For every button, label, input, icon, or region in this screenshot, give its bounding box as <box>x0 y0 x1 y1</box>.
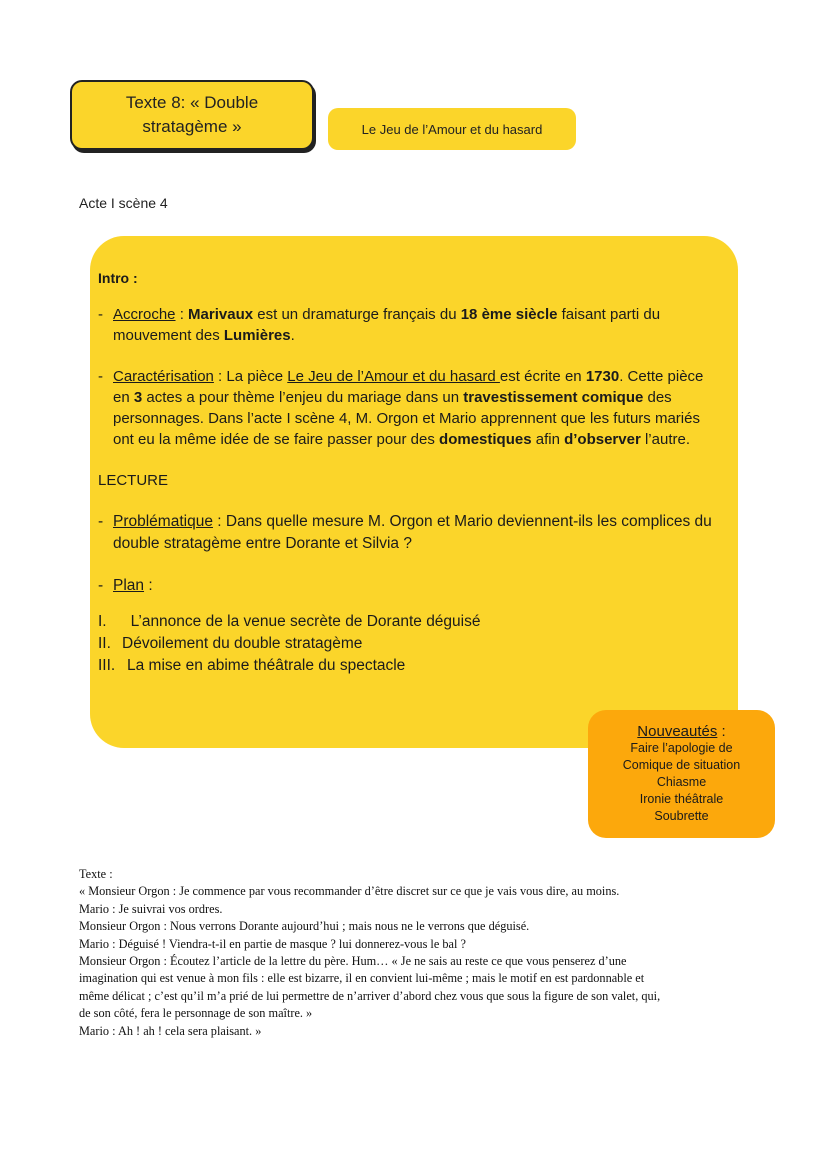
separator: : <box>717 723 726 740</box>
text-span: est écrite en <box>499 368 586 385</box>
text-span: faisant parti du mouvement des <box>113 306 661 344</box>
plan-item <box>98 611 724 633</box>
plan-text: Dévoilement du double stratagème <box>122 635 363 652</box>
text-span: . <box>290 327 295 344</box>
goal: d’observer <box>564 431 641 448</box>
excerpt-line: Texte : <box>79 867 113 881</box>
nouveaute-item: Ironie théâtrale <box>639 792 724 806</box>
century: 18 ème siècle <box>460 306 558 323</box>
accroche-bullet <box>98 304 724 346</box>
plan-bullet <box>98 575 724 597</box>
document-title-line2: stratagème » <box>142 117 242 136</box>
text-span: est un dramaturge français du <box>253 306 461 323</box>
nouveaute-item: Soubrette <box>654 809 709 823</box>
bullet-dash: - <box>98 577 104 594</box>
intro-heading: Intro : <box>98 270 138 286</box>
accroche-label: Accroche <box>113 306 176 323</box>
plan-number: III. <box>98 657 116 674</box>
bullet-dash: - <box>98 306 103 323</box>
author-name: Marivaux <box>188 306 254 323</box>
excerpt-line: même délicat ; c’est qu’il m’a prié de lui permettre de n’arriver d’abord chez vous que sous la figure de son valet, qui, <box>79 988 661 1003</box>
acts-count: 3 <box>133 389 143 406</box>
intro-panel <box>90 236 738 748</box>
problematique-label: Problématique <box>113 513 213 530</box>
play-title: Le Jeu de l’Amour et du hasard <box>361 121 543 137</box>
plan-list <box>98 611 724 677</box>
excerpt-text <box>79 866 759 1040</box>
plan-text: La mise en abime théâtrale du spectacle <box>127 657 406 674</box>
scene-label: Acte I scène 4 <box>79 195 168 211</box>
text-span: l’autre. <box>640 431 690 448</box>
excerpt-line: de son côté, fera le personnage de son maître. » <box>79 1006 313 1021</box>
text-span: actes a pour thème l’enjeu du mariage dans un <box>142 389 464 406</box>
plan-label: Plan <box>113 577 145 594</box>
separator: : <box>175 306 189 323</box>
plan-item <box>98 655 724 677</box>
nouveaute-item: Faire l’apologie de <box>630 741 733 755</box>
nouveaute-item: Comique de situation <box>622 758 741 772</box>
role: domestiques <box>439 431 532 448</box>
nouveautes-panel <box>588 710 775 838</box>
bullet-dash: - <box>98 368 103 385</box>
plan-number: I. <box>98 613 107 630</box>
theme: travestissement comique <box>463 389 644 406</box>
nouveautes-title: Nouveautés <box>637 723 718 740</box>
excerpt-line: Monsieur Orgon : Écoutez l’article de la lettre du père. Hum… « Je ne sais au reste ce que vous penserez d’une <box>79 954 627 969</box>
lecture-heading: LECTURE <box>98 472 169 489</box>
plan-number: II. <box>98 635 111 652</box>
nouveaute-item: Chiasme <box>656 775 707 789</box>
excerpt-line: « Monsieur Orgon : Je commence par vous recommander d’être discret sur ce que je vais vous dire, au moins. <box>79 884 620 899</box>
caracterisation-bullet <box>98 366 724 450</box>
play-title-inline: Le Jeu de l’Amour et du hasard <box>287 368 500 385</box>
excerpt-line: Mario : Déguisé ! Viendra-t-il en partie de masque ? lui donnerez-vous le bal ? <box>79 936 466 951</box>
caracterisation-label: Caractérisation <box>113 368 214 385</box>
text-span: des personnages. Dans l’acte I scène 4, M. Orgon et Mario apprennent que les futurs mariés ont eu la même idée de se faire passer pour des <box>113 389 700 448</box>
problematique-bullet <box>98 511 724 555</box>
text-span: . Cette pièce en <box>113 368 704 406</box>
excerpt-line: imagination qui est venue à mon fils : elle est bizarre, il en convient lui-même ; mais le motif en est pardonnable et <box>79 971 645 986</box>
bullet-dash: - <box>98 513 104 530</box>
text-span: afin <box>531 431 565 448</box>
nouveautes-heading <box>588 723 775 740</box>
year: 1730 <box>585 368 620 385</box>
plan-item <box>98 633 724 655</box>
plan-text: L’annonce de la venue secrète de Dorante déguisé <box>122 613 481 630</box>
excerpt-line: Monsieur Orgon : Nous verrons Dorante aujourd’hui ; mais nous ne le verrons que déguisé. <box>79 919 530 934</box>
excerpt-line: Mario : Ah ! ah ! cela sera plaisant. » <box>79 1023 262 1038</box>
document-title-line1: Texte 8: « Double <box>125 93 259 112</box>
movement: Lumières <box>223 327 291 344</box>
play-title-box <box>328 108 576 150</box>
separator: : <box>144 577 153 594</box>
excerpt-line: Mario : Je suivrai vos ordres. <box>79 901 223 916</box>
intro-content <box>98 268 724 677</box>
separator: : La pièce <box>213 368 288 385</box>
document-title-box <box>70 80 314 150</box>
problematique-text: : Dans quelle mesure M. Orgon et Mario deviennent-ils les complices du double stratagème entre Dorante et Silvia ? <box>113 513 712 552</box>
